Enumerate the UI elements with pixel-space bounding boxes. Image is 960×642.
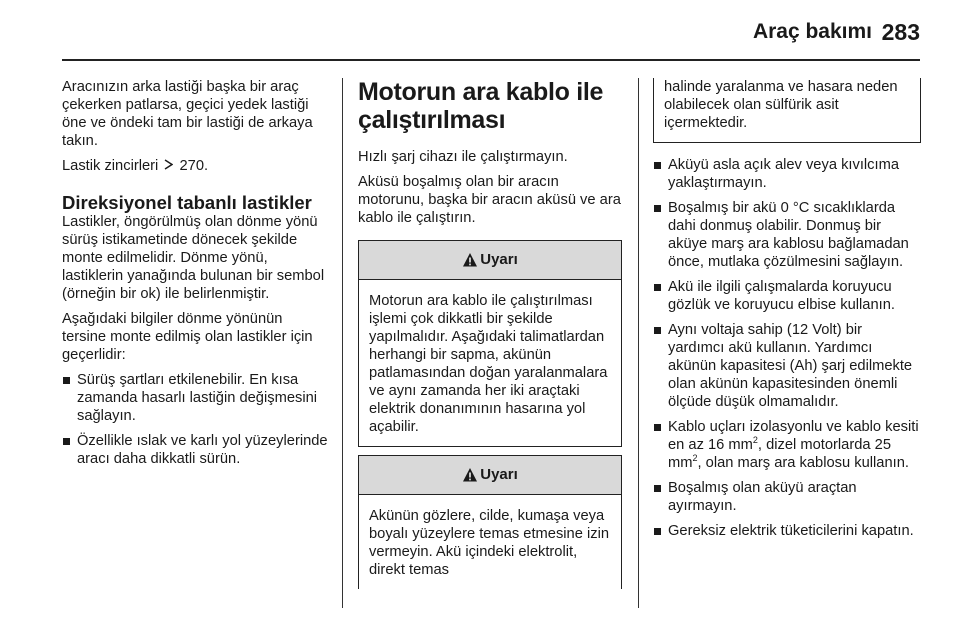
warning-icon [462, 467, 478, 483]
warning-header [359, 241, 621, 280]
bullet-square-icon [654, 424, 661, 431]
paragraph: Aküsü boşalmış olan bir aracın motorunu, başka bir aracın aküsü ve ara kablo ile çalıştırın. [358, 174, 621, 226]
bullet-square-icon [63, 377, 70, 384]
bullet-square-icon [654, 528, 661, 535]
chapter-title: Araç bakımı [752, 20, 872, 43]
list-item: Aynı voltaja sahip (12 Volt) bir yardımcı akü kullanın. Yardımcı akünün kapasitesi (Ah) şarj edilmekte olan akünün kapasitesinden önemli ölçüde düşük olmamalıdır. [653, 321, 921, 411]
list-item: Akü ile ilgili çalışmalarda koruyucu gözlük ve koruyucu elbise kullanın. [653, 278, 921, 314]
column-divider [342, 78, 343, 608]
bullet-square-icon [654, 485, 661, 492]
header-rule [62, 59, 920, 61]
bullet-square-icon [654, 205, 661, 212]
page-header [0, 0, 960, 60]
warning-box-continued [653, 78, 921, 143]
column-left [62, 78, 330, 475]
section-heading: Direksiyonel tabanlı lastikler [62, 192, 312, 213]
column-middle [358, 78, 622, 589]
reference-page: 270. [179, 158, 209, 174]
paragraph: Aşağıdaki bilgiler dönme yönünün tersine monte edilmiş olan lastikler için geçerlidir: [62, 311, 313, 363]
list-item: Aküyü asla açık alev veya kıvılcıma yaklaştırmayın. [653, 156, 921, 192]
warning-label: Uyarı [480, 466, 518, 483]
cross-reference [62, 157, 330, 175]
paragraph: Hızlı şarj cihazı ile çalıştırmayın. [358, 149, 568, 165]
warning-box [358, 455, 622, 589]
warning-text: Motorun ara kablo ile çalıştırılması işlemi çok dikkatli bir şekilde yapılmalıdır. Aşağıdaki talimatlardan herhangi bir sapma, akünün patlamasından doğan yaralanmalara ve aynı zamanda her iki araçtaki elektrik donanımının hasarına yol açabilir. [369, 293, 608, 435]
column-divider [638, 78, 639, 608]
list-item: Boşalmış bir akü 0 °C sıcaklıklarda dahi donmuş olabilir. Donmuş bir aküye marş ara kablosu bağlamadan önce, mutlaka çözülmesini sağlayın. [653, 199, 921, 271]
bullet-square-icon [654, 162, 661, 169]
list-item: Özellikle ıslak ve karlı yol yüzeylerinde aracı daha dikkatli sürün. [62, 432, 330, 468]
bullet-square-icon [654, 327, 661, 334]
warning-text: halinde yaralanma ve hasara neden olabilecek olan sülfürik asit içermektedir. [664, 79, 898, 131]
list-item: Kablo uçları izolasyonlu ve kablo kesiti en az 16 $mm^2$, dizel motorlarda 25 $mm^2$, olan marş ara kablosu kullanın. [653, 418, 921, 472]
bullet-square-icon [654, 284, 661, 291]
section-title: Motorun ara kablo ile çalıştırılması [358, 78, 604, 134]
page-number: 283 [881, 19, 920, 45]
bullet-square-icon [63, 438, 70, 445]
paragraph: Aracınızın arka lastiği başka bir araç çekerken patlarsa, geçici yedek lastiği öne ve öndeki tam bir lastiği de arkaya takın. [62, 79, 313, 149]
warning-box [358, 240, 622, 447]
list-item: Gereksiz elektrik tüketicilerini kapatın. [653, 522, 921, 540]
page-reference-arrow-icon [164, 157, 173, 175]
reference-label: Lastik zincirleri [62, 158, 159, 174]
list-item: Boşalmış olan aküyü araçtan ayırmayın. [653, 479, 921, 515]
warning-header [359, 456, 621, 495]
warning-icon [462, 252, 478, 268]
paragraph: Lastikler, öngörülmüş olan dönme yönü sürüş istikametinde dönecek şekilde monte edilmelidir. Dönme yönü, lastiklerin yanağında bulunan bir sembol (örneğin bir ok) ile belirlenmiştir. [62, 214, 325, 302]
list-item: Sürüş şartları etkilenebilir. En kısa zamanda hasarlı lastiğin değişmesini sağlayın. [62, 371, 330, 425]
warning-text: Akünün gözlere, cilde, kumaşa veya boyalı yüzeylere temas etmesine izin vermeyin. Akü içindeki elektrolit, direkt temas [369, 508, 610, 578]
warning-label: Uyarı [480, 251, 518, 268]
column-right [653, 78, 921, 547]
